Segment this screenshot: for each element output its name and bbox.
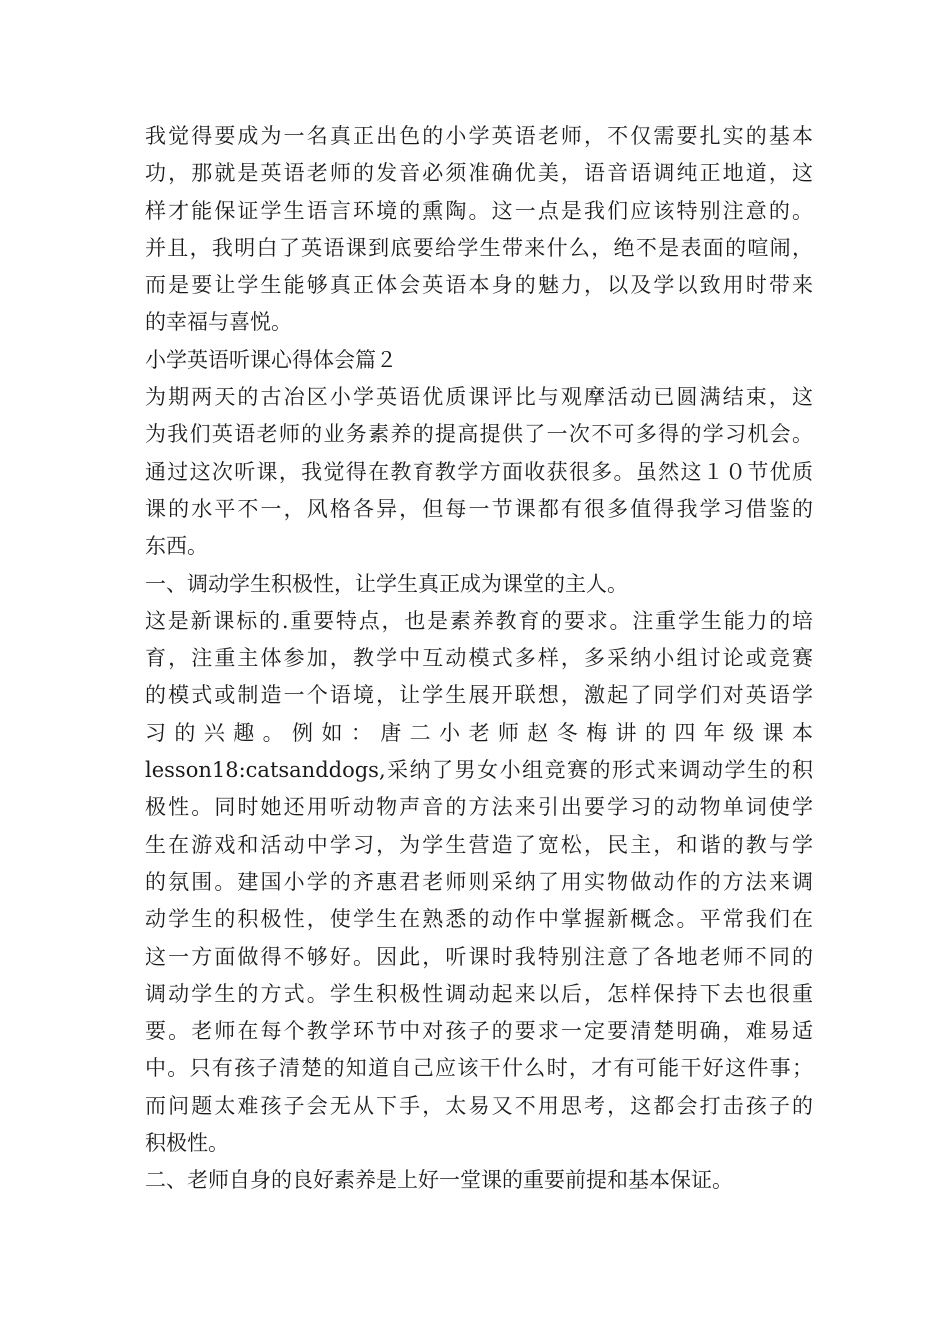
text-line: 为我们英语老师的业务素养的提高提供了一次不可多得的学习机会。 (145, 422, 813, 447)
text-line: 动学生的积极性，使学生在熟悉的动作中掌握新概念。平常我们在 (145, 907, 813, 932)
text-line: 生在游戏和活动中学习，为学生营造了宽松，民主，和谐的教与学 (145, 832, 813, 857)
text-line: 中。只有孩子清楚的知道自己应该干什么时，才有可能干好这件事； (145, 1056, 813, 1081)
text-line: 功，那就是英语老师的发音必须准确优美，语音语调纯正地道，这 (145, 161, 813, 186)
text-line: 极性。同时她还用听动物声音的方法来引出要学习的动物单词使学 (145, 795, 813, 820)
text-line: 并且，我明白了英语课到底要给学生带来什么，绝不是表面的喧闹， (145, 235, 813, 260)
text-line: 课的水平不一，风格各异，但每一节课都有很多值得我学习借鉴的 (145, 496, 813, 521)
text-line: 的模式或制造一个语境，让学生展开联想，激起了同学们对英语学 (145, 683, 813, 708)
text-line: 我觉得要成为一名真正出色的小学英语老师，不仅需要扎实的基本 (145, 124, 813, 148)
text-line: 习的兴趣。例如：唐二小老师赵冬梅讲的四年级课本 (145, 720, 813, 745)
text-line: 小学英语听课心得体会篇２ (145, 347, 397, 372)
text-line: 二、老师自身的良好素养是上好一堂课的重要前提和基本保证。 (145, 1168, 733, 1193)
text-line: 这是新课标的.重要特点，也是素养教育的要求。注重学生能力的培 (145, 608, 813, 633)
text-line: 的幸福与喜悦。 (145, 310, 292, 335)
text-line: 这一方面做得不够好。因此，听课时我特别注意了各地老师不同的 (145, 944, 813, 969)
text-line: 为期两天的古冶区小学英语优质课评比与观摩活动已圆满结束，这 (145, 385, 813, 410)
text-line: 的氛围。建国小学的齐惠君老师则采纳了用实物做动作的方法来调 (145, 869, 813, 894)
text-line: 要。老师在每个教学环节中对孩子的要求一定要清楚明确，难易适 (145, 1019, 813, 1044)
text-line: lesson18:catsanddogs,采纳了男女小组竞赛的形式来调动学生的积 (145, 758, 813, 783)
text-line: 样才能保证学生语言环境的熏陶。这一点是我们应该特别注意的。 (145, 198, 813, 223)
text-line: 而是要让学生能够真正体会英语本身的魅力，以及学以致用时带来 (145, 273, 813, 298)
text-line: 积极性。 (145, 1131, 229, 1156)
text-line: 调动学生的方式。学生积极性调动起来以后，怎样保持下去也很重 (145, 981, 813, 1006)
text-line: 东西。 (145, 534, 208, 559)
text-line: 而问题太难孩子会无从下手，太易又不用思考，这都会打击孩子的 (145, 1093, 813, 1118)
document-body (145, 118, 813, 1200)
text-line: 育，注重主体参加，教学中互动模式多样，多采纳小组讨论或竞赛 (145, 646, 813, 671)
text-line: 通过这次听课，我觉得在教育教学方面收获很多。虽然这１０节优质 (145, 459, 813, 484)
text-line: 一、调动学生积极性，让学生真正成为课堂的主人。 (145, 571, 628, 596)
